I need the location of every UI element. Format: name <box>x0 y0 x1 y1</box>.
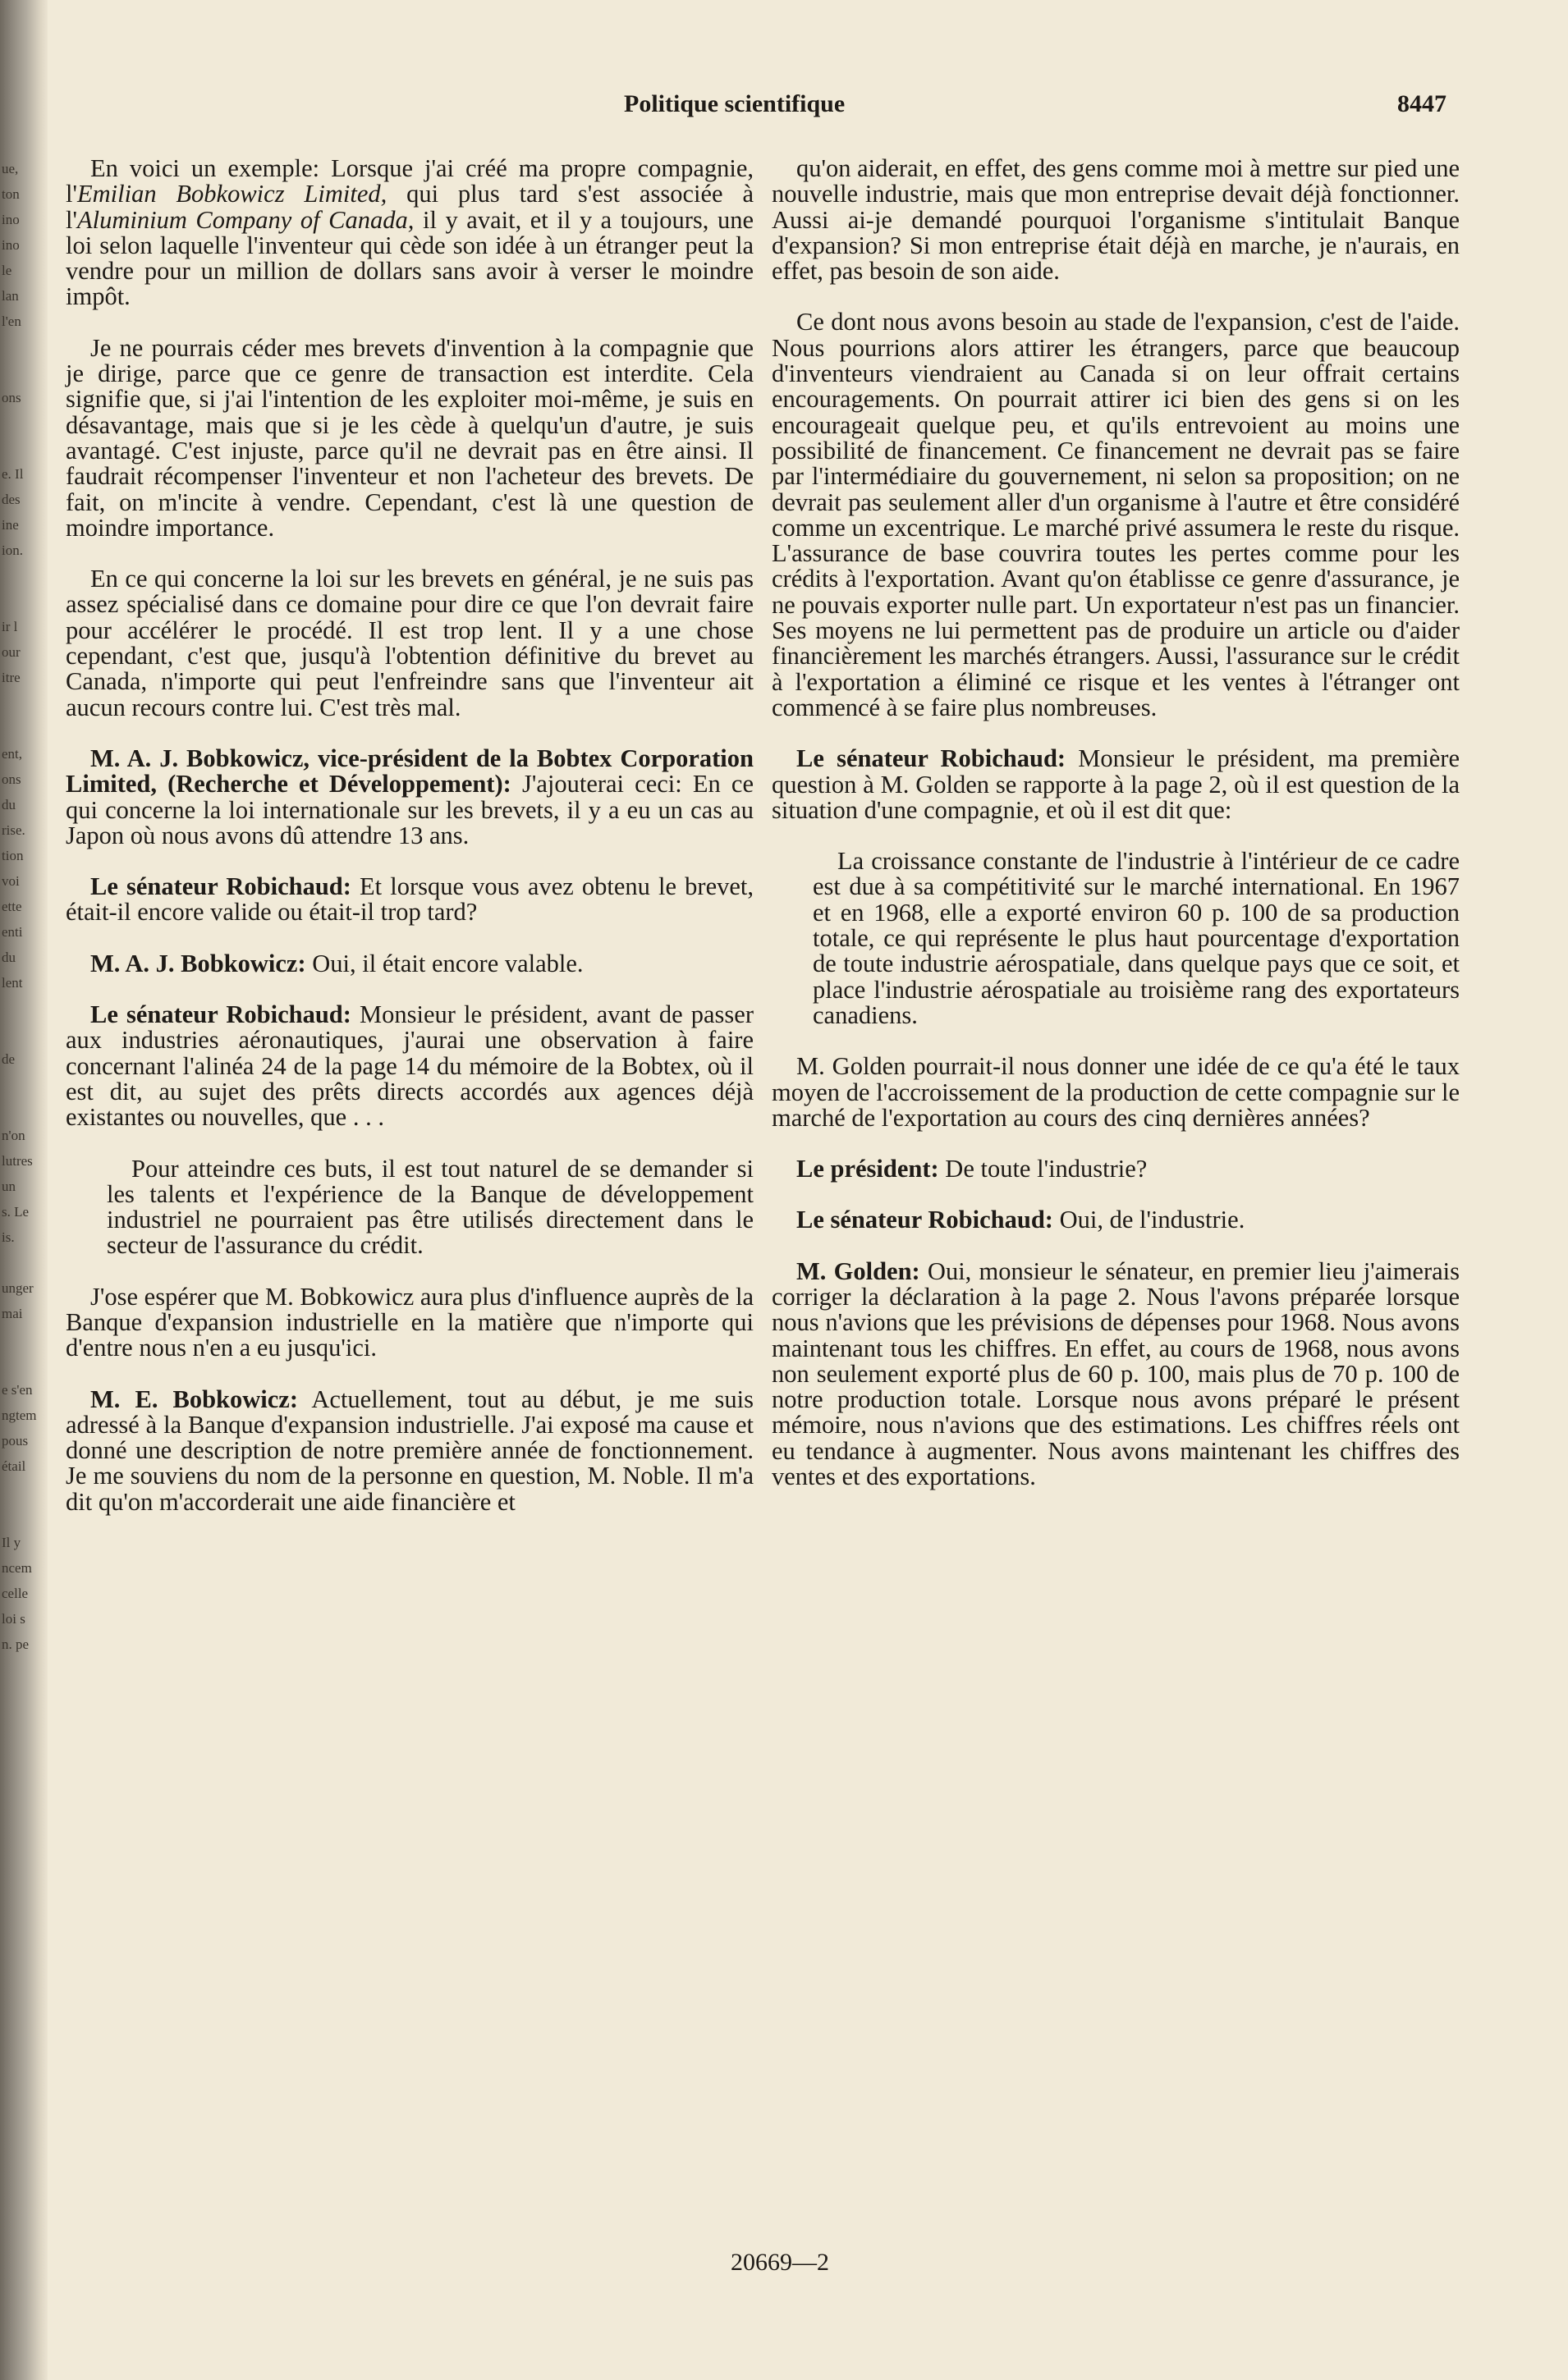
speech-text: Actuellement, tout au début, je me suis adressé à la Banque d'expansion industrielle. J'ai exposé ma cause et donné une description de notre première année de fonctionnement. Je me souviens du nom de la personne en question, M. Noble. Il m'a dit qu'on m'accorderait une aide financière et <box>66 1385 754 1516</box>
speech-paragraph <box>66 1002 754 1130</box>
gutter-fragment: des <box>2 492 21 507</box>
speech-text: De toute l'industrie? <box>938 1155 1148 1183</box>
paragraph: Je ne pourrais céder mes brevets d'invention à la compagnie que je dirige, parce que ce genre de transaction est interdite. Cela signifie que, si j'ai l'intention de les exploiter moi-même, je suis en désavantage, mais que si je les cède à quelqu'un d'autre, je suis avantagé. C'est injuste, parce qu'il ne devrait pas en être ainsi. Il faudrait récompenser l'inventeur et non l'acheteur des brevets. De fait, on m'incite à vendre. Cependant, c'est là une question de moindre importance. <box>66 333 754 542</box>
gutter-fragment <box>2 690 39 716</box>
paragraph: Ce dont nous avons besoin au stade de l'expansion, c'est de l'aide. Nous pourrions alors attirer les étrangers, parce que beaucoup d'inventeurs viendraient au Canada si on leur offrait certains encouragements. On pourrait attirer ici bien des gens si on les encourageait quelque peu, et qu'ils entrevoient au moins une possibilité de financement. Ce financement ne devrait pas se faire par l'intermédiaire du gouvernement, ni selon sa proposition; on ne devrait pas seulement aller d'un organisme à l'autre et être considéré comme un excentrique. Le marché privé assumera le reste du risque. L'assurance de base couvrira toutes les pertes comme pour les crédits à l'exportation. Avant qu'on établisse ce genre d'assurance, je ne pouvais exporter nulle part. Un exportateur n'est pas un financier. Ses moyens ne lui permettent pas de produire un article ou d'aider financièrement les marchés étrangers. Aussi, l'assurance sur le crédit à l'exportation a éliminé ce risque et les ventes à l'étranger ont commencé à se faire plus nombreuses. <box>772 308 1460 721</box>
speaker-name: Le sénateur Robichaud: <box>796 1206 1053 1234</box>
gutter-fragment <box>2 1352 39 1377</box>
gutter-fragment <box>2 1326 39 1352</box>
page-number: 8447 <box>1397 90 1447 117</box>
running-title: Politique scientifique <box>624 90 846 117</box>
speech-paragraph <box>772 746 1460 823</box>
paragraph-text: En voici un exemple: Lorsque j'ai créé ma propre compagnie, l' <box>66 154 754 208</box>
speaker-name: M. Golden: <box>796 1256 920 1285</box>
speaker-name: Le sénateur Robichaud: <box>90 1000 351 1029</box>
gutter-fragment <box>2 1479 39 1504</box>
speech-text: Oui, il était encore valable. <box>305 949 584 977</box>
gutter-fragment: lutres <box>2 1153 33 1169</box>
gutter-fragment: s. Le <box>2 1204 30 1220</box>
gutter-fragment: ton <box>2 186 20 202</box>
speech-text: Oui, monsieur le sénateur, en premier lieu j'aimerais corriger la déclaration à la page 2. Nous l'avons préparée lorsque nous n'avions que les prévisions de dépenses pour 1968. Nous avons maintenant tous les chiffres. En effet, au cours de 1968, nous avons non seulement exporté plus de 60 p. 100, mais plus de 70 p. 100 de notre production totale. Lorsque nous avons préparé le présent mémoire, nous n'avions que des estimations. Les chiffres réels ont eu tendance à augmenter. Nous avons maintenant les chiffres des ventes et des exportations. <box>772 1256 1460 1491</box>
speech-paragraph <box>66 1387 754 1515</box>
block-quote: Pour atteindre ces buts, il est tout naturel de se demander si les talents et l'expérience de la Banque de développement industriel ne pourraient pas être utilisés directement dans le secteur de l'assurance du crédit. <box>107 1154 754 1260</box>
gutter-fragment: du <box>2 797 16 812</box>
gutter-fragment: celle <box>2 1586 29 1601</box>
gutter-fragment: is. <box>2 1229 15 1245</box>
paragraph: qu'on aiderait, en effet, des gens comme moi à mettre sur pied une nouvelle industrie, mais que mon entreprise devait déjà fonctionner. Aussi ai-je demandé pourquoi l'organisme s'intitulait Banque d'expansion? Si mon entreprise était déjà en marche, je n'aurais, en effet, pas besoin de son aide. <box>772 154 1460 286</box>
speech-text: Oui, de l'industrie. <box>1052 1206 1245 1234</box>
gutter-fragment: unger <box>2 1280 34 1296</box>
paragraph-text: il y avait, et il y a toujours, une loi selon laquelle l'inventeur qui cède son idée à un étranger peut la vendre pour un million de dollars sans avoir à verser le moindre impôt. <box>66 205 754 311</box>
paragraph: M. Golden pourrait-il nous donner une idée de ce qu'a été le taux moyen de l'accroissement de la production de cette compagnie sur le marché de l'exportation au cours des cinq dernières années? <box>772 1052 1460 1132</box>
gutter-fragment: voi <box>2 873 20 889</box>
gutter-fragment: n'on <box>2 1128 25 1143</box>
gutter-fragment: ngtem <box>2 1407 37 1423</box>
gutter-fragment: ir l <box>2 619 18 634</box>
gutter-fragment <box>2 436 39 461</box>
gutter-fragment: un <box>2 1179 16 1194</box>
gutter-fragment: ion. <box>2 542 23 558</box>
gutter-fragment: our <box>2 644 21 660</box>
speech-paragraph <box>772 1256 1460 1491</box>
speech-text: Monsieur le président, ma première question à M. Golden se rapporte à la page 2, où il est question de la situation d'une compagnie, et où il est dit que: <box>772 744 1460 824</box>
block-quote: La croissance constante de l'industrie à l'intérieur de ce cadre est due à sa compétitivité sur le marché international. En 1967 et en 1968, elle a exporté environ 60 p. 100 de sa production totale, ce qui représente le plus haut pourcentage d'exportation de toute industrie aérospatiale, dans quelque pays que ce soit, et place l'industrie aérospatiale au troisième rang des exportateurs canadiens. <box>813 847 1460 1029</box>
gutter-fragment <box>2 1072 39 1097</box>
gutter-fragment: tion <box>2 848 24 863</box>
company-name: Emilian Bobkowicz Limited, <box>76 180 387 208</box>
speaker-name: Le président: <box>796 1155 939 1183</box>
adjacent-page-fragments <box>2 156 39 1657</box>
right-column <box>772 156 1460 1515</box>
gutter-fragment: lent <box>2 975 23 991</box>
gutter-fragment <box>2 716 39 741</box>
speech-paragraph <box>772 1156 1460 1182</box>
gutter-fragment: n. pe <box>2 1636 30 1652</box>
gutter-fragment: le <box>2 263 12 278</box>
gutter-fragment: ent, <box>2 746 23 762</box>
gutter-fragment: étail <box>2 1458 26 1474</box>
gutter-fragment <box>2 995 39 1021</box>
gutter-fragment <box>2 1504 39 1530</box>
gutter-fragment <box>2 359 39 385</box>
paragraph: J'ose espérer que M. Bobkowicz aura plus d'influence auprès de la Banque d'expansion industrielle en la matière que n'importe qui d'entre nous n'en a eu jusqu'ici. <box>66 1282 754 1362</box>
gutter-fragment <box>2 334 39 359</box>
speech-text: Et lorsque vous avez obtenu le brevet, était-il encore valide ou était-il trop tard? <box>66 872 754 927</box>
gutter-fragment <box>2 588 39 614</box>
paragraph-text: qui plus tard s'est associée à l' <box>66 180 754 234</box>
speech-paragraph <box>772 1207 1460 1233</box>
sheet-code: 20669—2 <box>731 2249 829 2276</box>
gutter-fragment: loi s <box>2 1611 25 1627</box>
gutter-fragment: ons <box>2 771 21 787</box>
speech-text: Monsieur le président, avant de passer aux industries aéronautiques, j'aurai une observation à faire concernant l'alinéa 24 de la page 14 du mémoire de la Bobtex, où il est dit, au sujet des prêts directs accordés aux agences déjà existantes ou nouvelles, que . . . <box>66 1000 754 1132</box>
gutter-fragment: e s'en <box>2 1382 33 1398</box>
gutter-fragment: e. Il <box>2 466 24 482</box>
gutter-fragment: itre <box>2 670 21 685</box>
gutter-fragment <box>2 1097 39 1123</box>
speaker-name: Le sénateur Robichaud: <box>90 872 351 901</box>
gutter-fragment: ino <box>2 237 20 253</box>
paragraph: En ce qui concerne la loi sur les brevets en général, je ne suis pas assez spécialisé dans ce domaine pour dire ce que l'on devrait faire pour accélérer le procédé. Il est trop lent. Il y a une chose cependant, c'est que, jusqu'à l'obtention définitive du brevet au Canada, n'importe qui peut l'enfreindre sans que l'inventeur ait aucun recours contre lui. C'est très mal. <box>66 565 754 721</box>
gutter-fragment: ine <box>2 517 19 533</box>
gutter-fragment: du <box>2 950 16 965</box>
speaker-name: M. E. Bobkowicz: <box>90 1385 298 1413</box>
gutter-fragment: de <box>2 1051 16 1067</box>
gutter-fragment <box>2 410 39 436</box>
gutter-fragment: ue, <box>2 161 19 176</box>
speech-paragraph <box>66 951 754 977</box>
gutter-fragment: ette <box>2 899 22 914</box>
gutter-fragment: l'en <box>2 314 21 329</box>
speech-paragraph <box>66 874 754 926</box>
gutter-fragment: mai <box>2 1306 23 1321</box>
gutter-fragment <box>2 1021 39 1046</box>
left-column <box>66 156 754 1540</box>
gutter-fragment: enti <box>2 924 23 940</box>
company-name: Aluminium Company of Canada, <box>76 205 415 234</box>
gutter-fragment: ino <box>2 212 20 227</box>
paragraph <box>66 156 754 310</box>
speech-text: J'ajouterai ceci: En ce qui concerne la loi internationale sur les brevets, il y a eu un cas au Japon où nous avons dû attendre 13 ans. <box>66 770 754 849</box>
gutter-fragment: Il y <box>2 1535 21 1550</box>
speech-paragraph <box>66 746 754 849</box>
gutter-fragment: ncem <box>2 1560 32 1576</box>
speaker-name: M. A. J. Bobkowicz, vice-président de la Bobtex Corporation Limited, (Recherche et Développement): <box>66 744 754 799</box>
binding-gutter <box>0 0 48 2380</box>
gutter-fragment: pous <box>2 1433 29 1449</box>
gutter-fragment: lan <box>2 288 19 304</box>
speaker-name: Le sénateur Robichaud: <box>796 744 1066 773</box>
gutter-fragment <box>2 1250 39 1275</box>
gutter-fragment: ons <box>2 390 21 405</box>
gutter-fragment <box>2 563 39 588</box>
gutter-fragment: rise. <box>2 822 25 838</box>
speaker-name: M. A. J. Bobkowicz: <box>90 949 306 977</box>
